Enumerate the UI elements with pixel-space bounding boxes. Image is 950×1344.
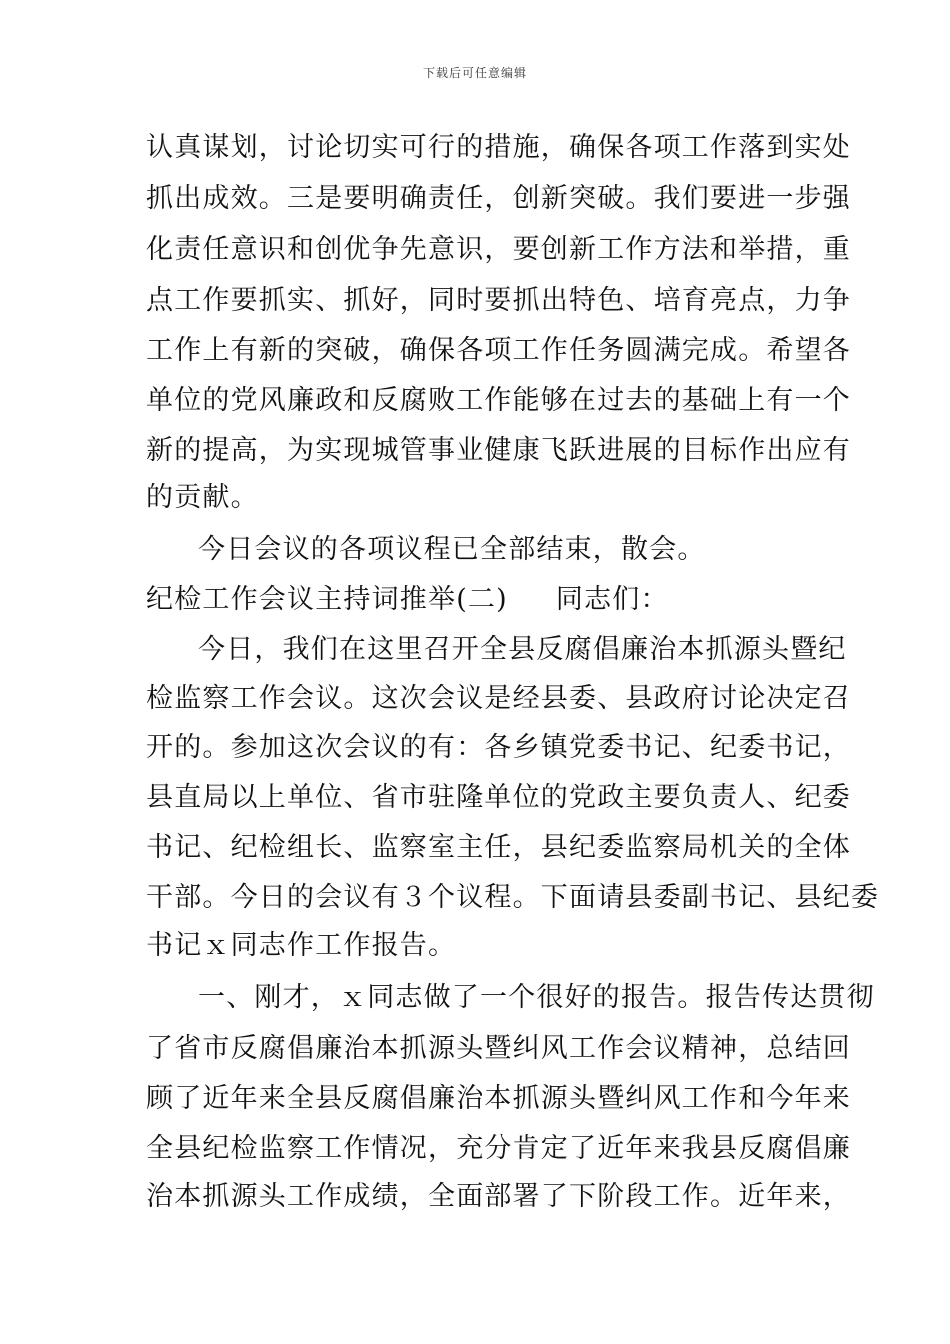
body-line: 化责任意识和创优争先意识，要创新工作方法和举措，重 [146, 234, 851, 265]
body-line: 全县纪检监察工作情况，充分肯定了近年来我县反腐倡廉 [146, 1133, 851, 1164]
body-line: 书记ｘ同志作工作报告。 [146, 930, 457, 961]
body-line: 县直局以上单位、省市驻隆单位的党政主要负责人、纪委 [146, 782, 851, 813]
body-line: 点工作要抓实、抓好，同时要抓出特色、培育亮点，力争 [146, 285, 851, 316]
body-line: 一、刚才，ｘ同志做了一个很好的报告。报告传达贯彻 [198, 982, 875, 1013]
body-line: 检监察工作会议。这次会议是经县委、县政府讨论决定召 [146, 683, 851, 714]
body-line: 新的提高，为实现城管事业健康飞跃进展的目标作出应有 [146, 435, 851, 466]
body-line: 治本抓源头工作成绩，全面部署了下阶段工作。近年来， [146, 1181, 851, 1212]
body-line: 今日，我们在这里召开全县反腐倡廉治本抓源头暨纪 [198, 634, 847, 665]
body-line: 顾了近年来全县反腐倡廉治本抓源头暨纠风工作和今年来 [146, 1083, 851, 1114]
section-heading-line [146, 583, 810, 617]
header-note: 下载后可任意编辑 [422, 66, 527, 80]
body-line: 工作上有新的突破，确保各项工作任务圆满完成。希望各 [146, 335, 851, 366]
body-line: 干部。今日的会议有３个议程。下面请县委副书记、县纪委 [146, 882, 880, 913]
greeting: 同志们： [555, 584, 669, 615]
section-title: 纪检工作会议主持词推举(二) [146, 584, 508, 615]
body-line: 书记、纪检组长、监察室主任，县纪委监察局机关的全体 [146, 832, 851, 863]
closing-paragraph: 今日会议的各项议程已全部结束，散会。 [198, 534, 706, 565]
body-line: 认真谋划，讨论切实可行的措施，确保各项工作落到实处 [146, 132, 851, 163]
body-line: 单位的党风廉政和反腐败工作能够在过去的基础上有一个 [146, 385, 851, 416]
body-line: 开的。参加这次会议的有：各乡镇党委书记、纪委书记， [146, 732, 851, 763]
body-line: 了省市反腐倡廉治本抓源头暨纠风工作会议精神，总结回 [146, 1033, 851, 1064]
body-line: 抓出成效。三是要明确责任，创新突破。我们要进一步强 [146, 183, 851, 214]
body-line: 的贡献。 [146, 482, 259, 513]
